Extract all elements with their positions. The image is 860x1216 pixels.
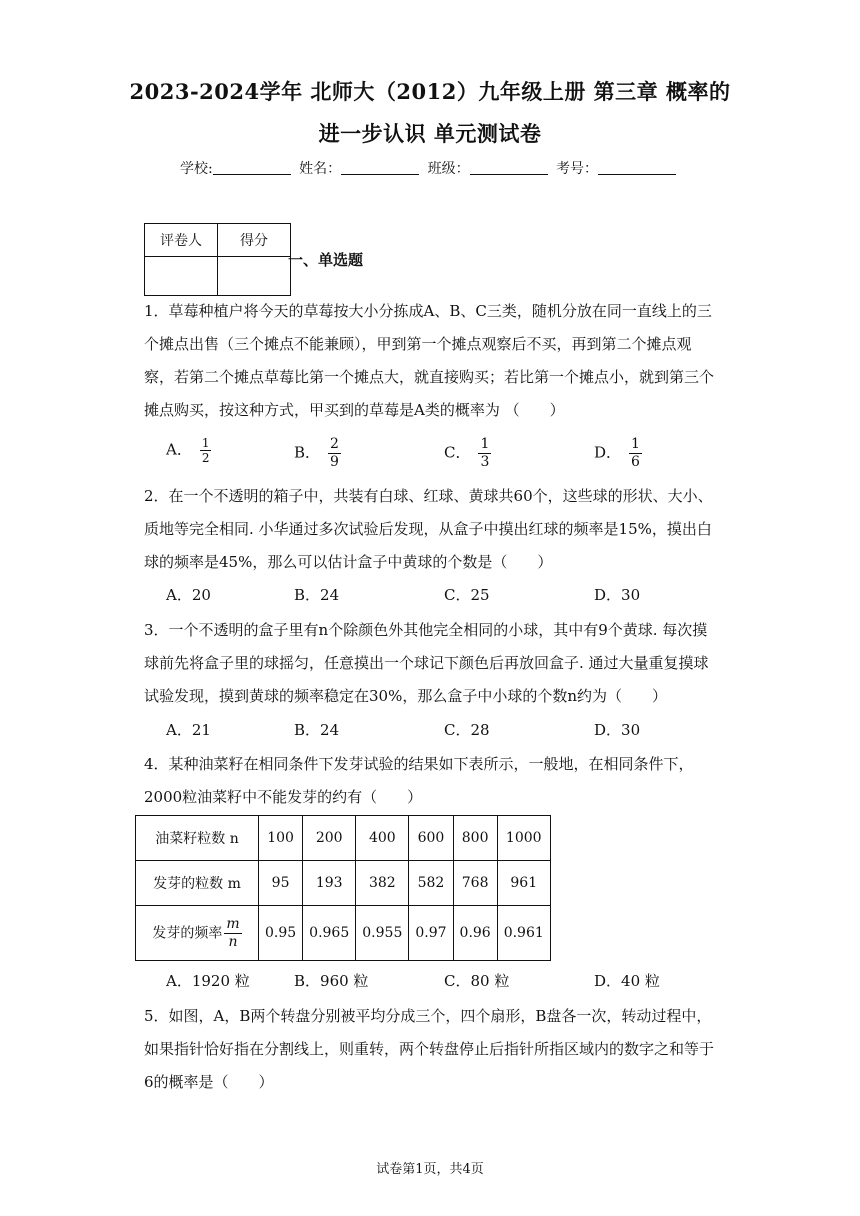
name-label: 姓名： (299, 161, 342, 177)
table-cell: 200 (303, 816, 356, 861)
grader-reviewer-cell (145, 257, 218, 296)
q4-option-a[interactable]: A．1920 粒 (166, 972, 250, 990)
q2-option-c[interactable]: C．25 (444, 586, 490, 604)
exam-title-line2: 进一步认识 单元测试卷 (318, 121, 542, 146)
q1-option-c[interactable] (444, 436, 491, 471)
q1-option-b-num: 2 (330, 436, 339, 452)
grader-score-header: 得分 (218, 224, 291, 257)
table-cell: 193 (303, 861, 356, 906)
q1-option-a-den: 2 (201, 451, 210, 465)
freq-fraction-den: n (228, 933, 238, 950)
q4-option-c[interactable]: C．80 粒 (444, 972, 510, 990)
table-cell: 600 (409, 816, 453, 861)
q1-option-a-num: 1 (201, 436, 210, 450)
table-cell: 400 (356, 816, 409, 861)
freq-fraction-num: m (226, 915, 240, 932)
table-cell: 961 (497, 861, 550, 906)
q1-option-a[interactable] (166, 436, 211, 465)
grader-reviewer-header: 评卷人 (145, 224, 218, 257)
table-row-freq (136, 906, 551, 961)
table-cell: 382 (356, 861, 409, 906)
table-cell: 100 (259, 816, 303, 861)
q1-option-d-label: D． (594, 443, 622, 462)
table-cell: 582 (409, 861, 453, 906)
table-cell: 95 (259, 861, 303, 906)
q1-option-b-fraction (328, 436, 341, 471)
class-blank (470, 160, 548, 175)
q1-option-c-den: 3 (480, 454, 490, 470)
q2-option-a[interactable]: A．20 (166, 586, 211, 604)
school-blank (213, 160, 291, 175)
table-cell: 0.955 (356, 906, 409, 961)
q2-option-b[interactable]: B．24 (294, 586, 340, 604)
q1-option-b[interactable] (294, 436, 341, 471)
page-footer: 试卷第1页，共4页 (376, 1162, 484, 1177)
q1-option-c-label: C． (444, 443, 471, 462)
table-cell: 1000 (497, 816, 550, 861)
name-blank (341, 160, 419, 175)
question-1-text: 1．草莓种植户将今天的草莓按大小分拣成A、B、C三类，随机分放在同一直线上的三个摊点出售（三个摊点不能兼顾），甲到第一个摊点观察后不买，再到第二个摊点观察，若第二个摊点草莓比第一个摊点大，就直接购买；若比第一个摊点小，就到第三个摊点购买，按这种方式，甲买到的草莓是A类的概率为 （ ） (144, 302, 715, 419)
q1-option-a-fraction (200, 436, 212, 465)
grader-table (144, 223, 291, 296)
q1-option-a-label: A． (166, 440, 192, 459)
exam-title-line1: 2023-2024学年 北师大（2012）九年级上册 第三章 概率的 (129, 79, 731, 104)
row-label-freq (136, 906, 259, 961)
q2-option-d[interactable]: D．30 (594, 586, 641, 604)
exam-no-label: 考号： (556, 161, 599, 177)
table-cell: 0.96 (453, 906, 497, 961)
question-2-text: 2．在一个不透明的箱子中，共装有白球、红球、黄球共60个，这些球的形状、大小、质地等完全相同. 小华通过多次试验后发现，从盒子中摸出红球的频率是15%，摸出白球的频率是45%，那么可以估计盒子中黄球的个数是（ ） (144, 487, 713, 571)
q1-option-d-num: 1 (631, 436, 640, 452)
q1-option-b-label: B． (294, 443, 321, 462)
row-label-n: 油菜籽粒数 n (136, 816, 259, 861)
class-label: 班级： (427, 161, 470, 177)
q3-option-c[interactable]: C．28 (444, 721, 490, 739)
table-cell: 800 (453, 816, 497, 861)
q4-option-d[interactable]: D．40 粒 (594, 972, 660, 990)
table-cell: 0.95 (259, 906, 303, 961)
germination-table (135, 815, 551, 961)
table-cell: 0.97 (409, 906, 453, 961)
school-label: 学校: (179, 161, 213, 177)
student-info-line (0, 158, 860, 178)
q3-option-b[interactable]: B．24 (294, 721, 340, 739)
question-5-text: 5．如图，A，B两个转盘分别被平均分成三个，四个扇形，B盘各一次，转动过程中，如果指针恰好指在分割线上，则重转，两个转盘停止后指针所指区域内的数字之和等于6的概率是（ ） (144, 1007, 715, 1091)
row-label-m: 发芽的粒数 m (136, 861, 259, 906)
table-cell: 768 (453, 861, 497, 906)
q1-option-d-den: 6 (631, 454, 640, 470)
q1-option-b-den: 9 (330, 454, 339, 470)
table-cell: 0.961 (497, 906, 550, 961)
q1-option-c-num: 1 (480, 436, 490, 452)
q1-option-d[interactable] (594, 436, 642, 471)
exam-no-blank (598, 160, 676, 175)
freq-fraction (224, 916, 241, 951)
q1-option-c-fraction (478, 436, 491, 471)
q4-option-b[interactable]: B．960 粒 (294, 972, 369, 990)
section-heading: 一、单选题 (288, 251, 364, 269)
q1-option-d-fraction (629, 436, 642, 471)
question-3-text: 3．一个不透明的盒子里有n个除颜色外其他完全相同的小球，其中有9个黄球. 每次摸球前先将盒子里的球摇匀，任意摸出一个球记下颜色后再放回盒子. 通过大量重复摸球试验发现，摸到黄球的频率稳定在30%，那么盒子中小球的个数n约为（ ） (144, 621, 709, 705)
row-label-freq-text: 发芽的频率 (152, 925, 223, 941)
table-row-m (136, 861, 551, 906)
q3-option-a[interactable]: A．21 (166, 721, 211, 739)
q3-option-d[interactable]: D．30 (594, 721, 641, 739)
table-row-n (136, 816, 551, 861)
grader-score-cell (218, 257, 291, 296)
question-4-text: 4．某种油菜籽在相同条件下发芽试验的结果如下表所示，一般地，在相同条件下，2000粒油菜籽中不能发芽的约有（ ） (144, 755, 694, 806)
table-cell: 0.965 (303, 906, 356, 961)
